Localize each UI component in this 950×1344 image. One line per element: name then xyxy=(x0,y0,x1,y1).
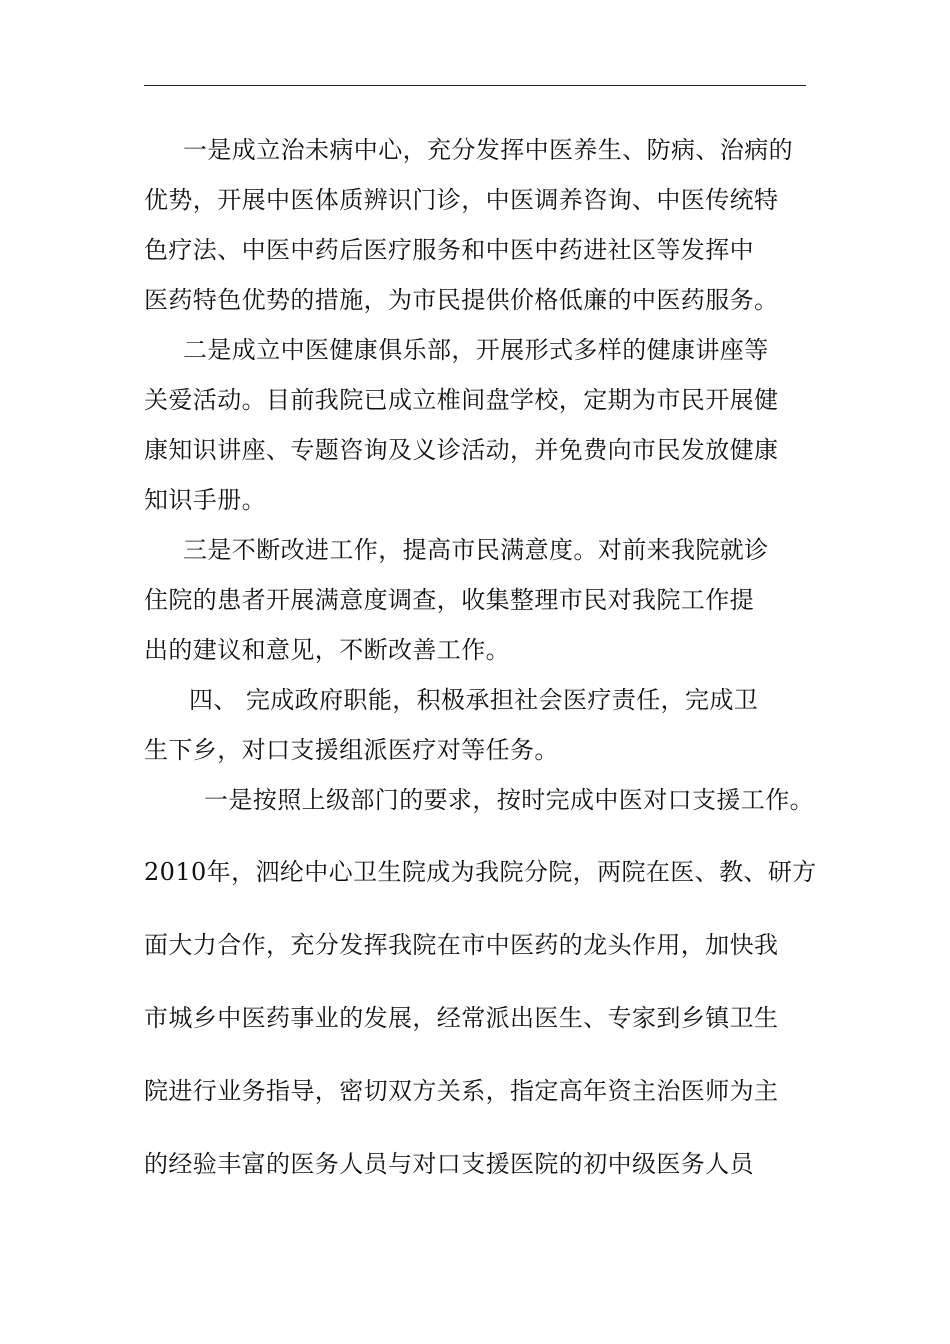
paragraph-4-line-2: 2010年，泗纶中心卫生院成为我院分院，两院在医、教、研方 xyxy=(144,858,817,886)
paragraph-4-line-5: 院进行业务指导，密切双方关系，指定高年资主治医师为主 xyxy=(144,1077,779,1105)
paragraph-2-line-1: 二是成立中医健康俱乐部，开展形式多样的健康讲座等 xyxy=(183,336,769,364)
paragraph-2-line-3: 康知识讲座、专题咨询及义诊活动，并免费向市民发放健康 xyxy=(144,436,779,464)
paragraph-4-line-4: 市城乡中医药事业的发展，经常派出医生、专家到乡镇卫生 xyxy=(144,1004,779,1032)
paragraph-4-line-3: 面大力合作，充分发挥我院在市中医药的龙头作用，加快我 xyxy=(144,931,779,959)
section-heading-line-1: 四、 完成政府职能，积极承担社会医疗责任，完成卫 xyxy=(189,686,759,714)
paragraph-1-line-1: 一是成立治未病中心，充分发挥中医养生、防病、治病的 xyxy=(183,136,793,164)
paragraph-1-line-4: 医药特色优势的措施，为市民提供价格低廉的中医药服务。 xyxy=(144,286,779,314)
paragraph-1-line-3: 色疗法、中医中药后医疗服务和中医中药进社区等发挥中 xyxy=(144,236,754,264)
paragraph-1-line-2: 优势，开展中医体质辨识门诊，中医调养咨询、中医传统特 xyxy=(144,186,779,214)
paragraph-3-line-3: 出的建议和意见，不断改善工作。 xyxy=(144,636,510,664)
paragraph-3-line-2: 住院的患者开展满意度调查，收集整理市民对我院工作提 xyxy=(144,586,754,614)
section-heading-line-2: 生下乡，对口支援组派医疗对等任务。 xyxy=(144,736,559,764)
paragraph-2-line-2: 关爱活动。目前我院已成立椎间盘学校，定期为市民开展健 xyxy=(144,386,779,414)
paragraph-2-line-4: 知识手册。 xyxy=(144,486,266,514)
header-rule xyxy=(144,85,806,86)
paragraph-4-line-6: 的经验丰富的医务人员与对口支援医院的初中级医务人员 xyxy=(144,1150,754,1178)
paragraph-4-line-1: 一是按照上级部门的要求，按时完成中医对口支援工作。 xyxy=(204,786,814,814)
paragraph-3-line-1: 三是不断改进工作，提高市民满意度。对前来我院就诊 xyxy=(183,536,769,564)
